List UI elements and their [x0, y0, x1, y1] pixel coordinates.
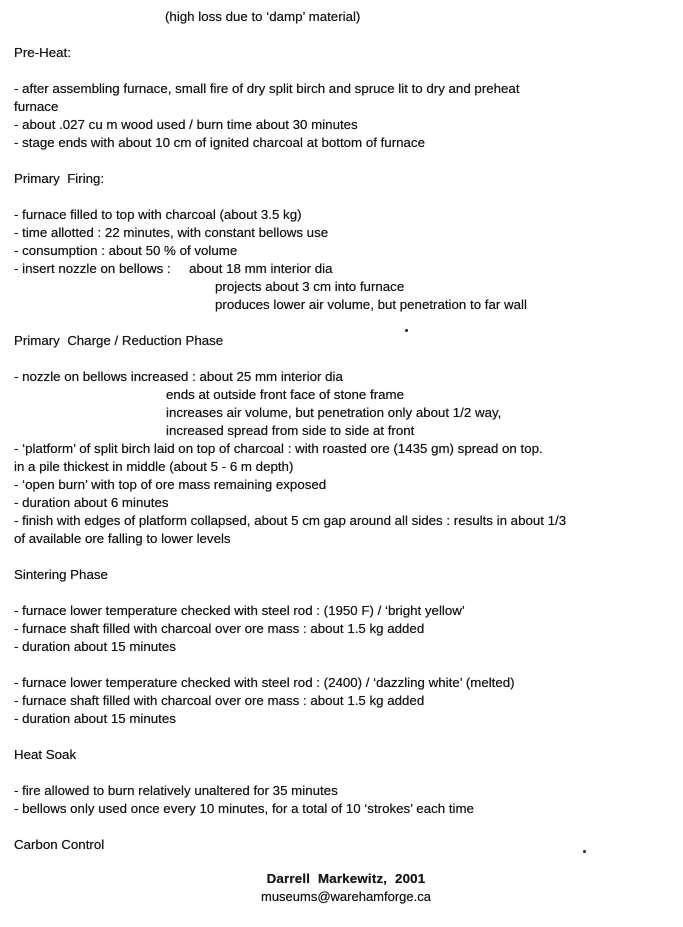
doc-line: - nozzle on bellows increased : about 25 mm interior dia [14, 369, 343, 384]
doc-line: in a pile thickest in middle (about 5 - 6 m depth) [14, 459, 294, 474]
section-body [14, 206, 678, 314]
doc-line: - furnace filled to top with charcoal (about 3.5 kg) [14, 207, 302, 222]
header-note: (high loss due to ‘damp’ material) [165, 9, 361, 24]
doc-line: ends at outside front face of stone frame [166, 387, 405, 402]
section-sintering [14, 566, 678, 728]
doc-line: - time allotted : 22 minutes, with constant bellows use [14, 225, 329, 240]
doc-line: - after assembling furnace, small fire of dry split birch and spruce lit to dry and preheat [14, 81, 520, 96]
doc-line: - finish with edges of platform collapsed, about 5 cm gap around all sides : results in about 1/3 [14, 513, 567, 528]
doc-line: increased spread from side to side at front [166, 423, 415, 438]
section-heading-carbon-control: Carbon Control [14, 837, 105, 852]
section-body [14, 782, 678, 818]
doc-line: furnace [14, 99, 59, 114]
section-body [14, 368, 678, 548]
doc-line: - duration about 6 minutes [14, 495, 169, 510]
section-heat-soak [14, 746, 678, 818]
section-heading-sintering: Sintering Phase [14, 567, 108, 582]
scan-speck [405, 329, 408, 332]
section-heading-primary-firing: Primary Firing: [14, 171, 105, 186]
doc-line: - duration about 15 minutes [14, 711, 176, 726]
section-body [14, 602, 678, 728]
email-line: museums@warehamforge.ca [261, 889, 431, 904]
doc-line: - furnace shaft filled with charcoal over ore mass : about 1.5 kg added [14, 693, 425, 708]
section-carbon-control [14, 836, 678, 854]
doc-line: of available ore falling to lower levels [14, 531, 231, 546]
doc-line: produces lower air volume, but penetration to far wall [215, 297, 527, 312]
doc-line: - about .027 cu m wood used / burn time about 30 minutes [14, 117, 358, 132]
doc-line: - ‘open burn’ with top of ore mass remaining exposed [14, 477, 327, 492]
doc-line: - furnace shaft filled with charcoal over ore mass : about 1.5 kg added [14, 621, 425, 636]
section-primary-charge-reduction [14, 332, 678, 548]
doc-line: - insert nozzle on bellows : about 18 mm interior dia [14, 261, 333, 276]
section-primary-firing [14, 170, 678, 314]
section-heading-heat-soak: Heat Soak [14, 747, 77, 762]
doc-line: - furnace lower temperature checked with steel rod : (1950 F) / ‘bright yellow’ [14, 603, 465, 618]
doc-line: increases air volume, but penetration only about 1/2 way, [166, 405, 502, 420]
author-line: Darrell Markewitz, 2001 [266, 871, 426, 886]
doc-line: - consumption : about 50 % of volume [14, 243, 238, 258]
section-body [14, 80, 678, 152]
scan-speck [583, 850, 586, 853]
doc-line: - bellows only used once every 10 minutes, for a total of 10 ‘strokes’ each time [14, 801, 474, 816]
section-heading-primary-charge: Primary Charge / Reduction Phase [14, 333, 224, 348]
document-footer [14, 870, 678, 905]
doc-line: - ‘platform’ of split birch laid on top of charcoal : with roasted ore (1435 gm) spread on top. [14, 441, 543, 456]
doc-line: projects about 3 cm into furnace [215, 279, 405, 294]
doc-line: - fire allowed to burn relatively unaltered for 35 minutes [14, 783, 338, 798]
doc-line: - duration about 15 minutes [14, 639, 176, 654]
doc-line: - stage ends with about 10 cm of ignited charcoal at bottom of furnace [14, 135, 425, 150]
section-pre-heat [14, 44, 678, 152]
section-heading-pre-heat: Pre-Heat: [14, 45, 71, 60]
doc-line: - furnace lower temperature checked with steel rod : (2400) / ‘dazzling white’ (melted) [14, 675, 515, 690]
